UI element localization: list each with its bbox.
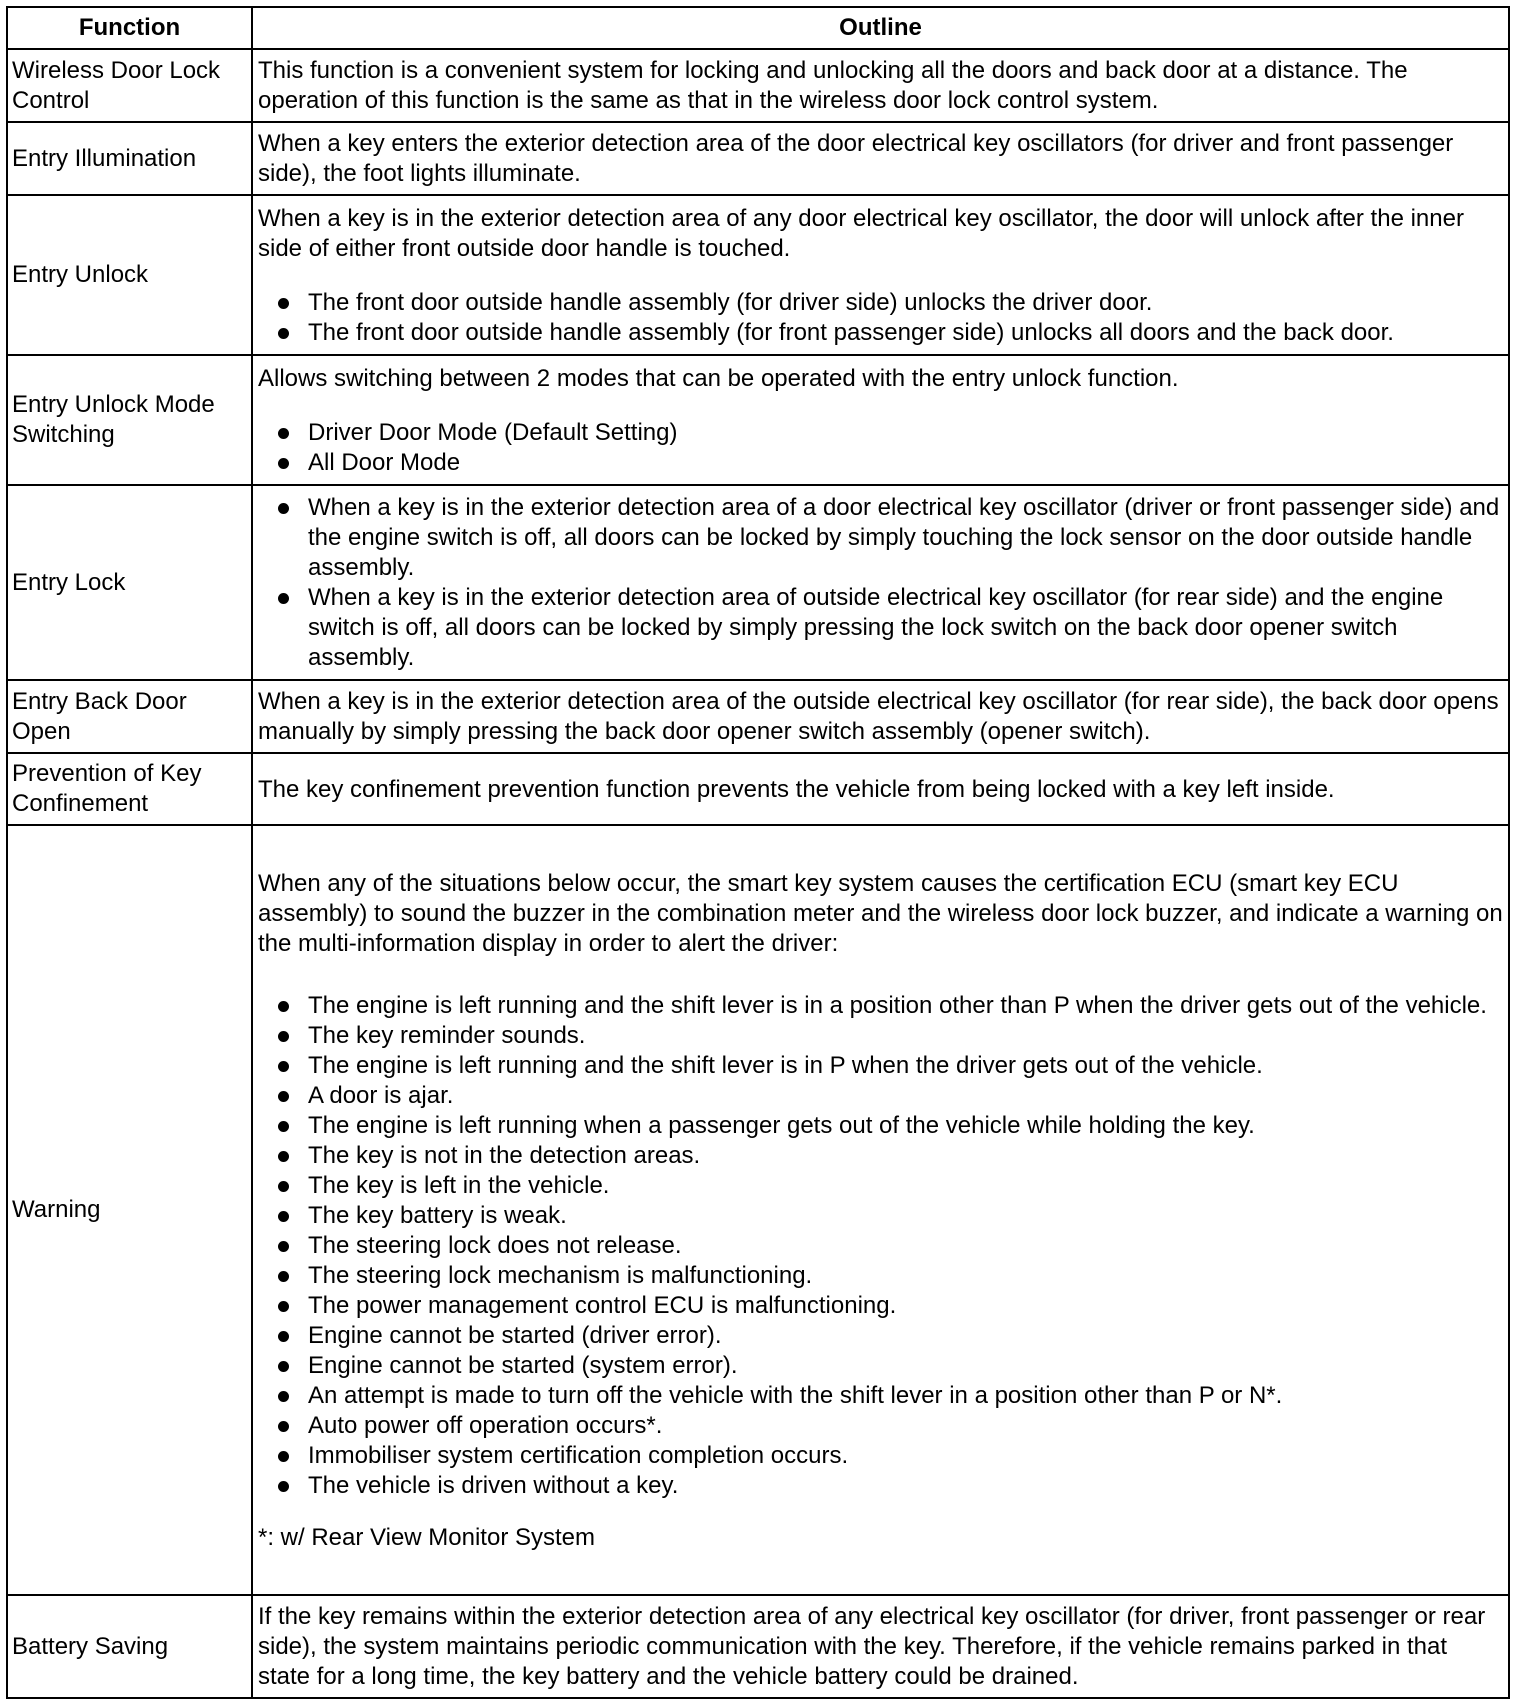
list-item: The power management control ECU is malfunctioning.: [258, 1291, 1504, 1321]
list-item: The engine is left running when a passenger gets out of the vehicle while holding the key.: [258, 1111, 1504, 1141]
outline-paragraph: When a key enters the exterior detection area of the door electrical key oscillators (for driver and front passenger side), the foot lights illuminate.: [258, 130, 1454, 187]
function-cell: Entry Lock: [7, 485, 252, 680]
outline-cell: [252, 195, 1509, 355]
bullet-list: [258, 288, 1504, 348]
list-item: The steering lock mechanism is malfunctioning.: [258, 1261, 1504, 1291]
function-cell: Prevention of Key Confinement: [7, 753, 252, 825]
table-row: [7, 753, 1509, 825]
table-row: [7, 195, 1509, 355]
list-item: When a key is in the exterior detection area of outside electrical key oscillator (for rear side) and the engine switch is off, all doors can be locked by simply pressing the lock switch on the back door opener switch assembly.: [258, 583, 1504, 673]
outline-cell: [252, 485, 1509, 680]
table-row: [7, 1595, 1509, 1698]
table-row: [7, 485, 1509, 680]
function-cell: Entry Back Door Open: [7, 680, 252, 753]
outline-cell: [252, 825, 1509, 1595]
function-cell: Wireless Door Lock Control: [7, 49, 252, 122]
list-item: Auto power off operation occurs*.: [258, 1411, 1504, 1441]
table-row: [7, 680, 1509, 753]
outline-cell: [252, 753, 1509, 825]
outline-paragraph: Allows switching between 2 modes that can be operated with the entry unlock function.: [258, 364, 1179, 392]
outline-paragraph: The key confinement prevention function prevents the vehicle from being locked with a key left inside.: [258, 775, 1335, 803]
table-row: [7, 355, 1509, 485]
outline-paragraph: When a key is in the exterior detection area of any door electrical key oscillator, the door will unlock after the inner side of either front outside door handle is touched.: [258, 204, 1464, 262]
list-item: The front door outside handle assembly (for driver side) unlocks the driver door.: [258, 288, 1504, 318]
outline-paragraph: When a key is in the exterior detection area of the outside electrical key oscillator (for rear side), the back door opens manually by simply pressing the back door opener switch assembly (opener switch).: [258, 688, 1499, 745]
list-item: The front door outside handle assembly (for front passenger side) unlocks all doors and the back door.: [258, 318, 1504, 348]
bullet-list: [258, 991, 1504, 1501]
footnote: *: w/ Rear View Monitor System: [258, 1523, 595, 1551]
list-item: Immobiliser system certification completion occurs.: [258, 1441, 1504, 1471]
list-item: When a key is in the exterior detection area of a door electrical key oscillator (driver or front passenger side) and the engine switch is off, all doors can be locked by simply touching the lock sensor on the door outside handle assembly.: [258, 493, 1504, 583]
function-outline-table: [6, 6, 1510, 1699]
list-item: An attempt is made to turn off the vehicle with the shift lever in a position other than P or N*.: [258, 1381, 1504, 1411]
function-cell: Warning: [7, 825, 252, 1595]
function-cell: Entry Illumination: [7, 122, 252, 195]
header-outline: Outline: [252, 7, 1509, 49]
outline-cell: [252, 355, 1509, 485]
table-row: [7, 49, 1509, 122]
list-item: Driver Door Mode (Default Setting): [258, 418, 1504, 448]
outline-cell: [252, 1595, 1509, 1698]
function-cell: Entry Unlock Mode Switching: [7, 355, 252, 485]
header-function: Function: [7, 7, 252, 49]
table-row: [7, 122, 1509, 195]
bullet-list: [258, 418, 1504, 478]
function-cell: Entry Unlock: [7, 195, 252, 355]
list-item: All Door Mode: [258, 448, 1504, 478]
list-item: The engine is left running and the shift lever is in P when the driver gets out of the vehicle.: [258, 1051, 1504, 1081]
table-row: [7, 825, 1509, 1595]
outline-paragraph: When any of the situations below occur, the smart key system causes the certification ECU (smart key ECU assembly) to sound the buzzer in the combination meter and the wireless door lock buzzer, and indicate a warning on the multi-information display in order to alert the driver:: [258, 869, 1503, 957]
outline-cell: [252, 122, 1509, 195]
outline-cell: [252, 49, 1509, 122]
header-row: [7, 7, 1509, 49]
list-item: The key is left in the vehicle.: [258, 1171, 1504, 1201]
bullet-list: [258, 493, 1504, 673]
outline-paragraph: If the key remains within the exterior detection area of any electrical key oscillator (for driver, front passenger or rear side), the system maintains periodic communication with the key. Therefore, if the vehicle remains parked in that state for a long time, the key battery and the vehicle battery could be drained.: [258, 1603, 1486, 1690]
list-item: The steering lock does not release.: [258, 1231, 1504, 1261]
list-item: The key reminder sounds.: [258, 1021, 1504, 1051]
list-item: Engine cannot be started (system error).: [258, 1351, 1504, 1381]
list-item: A door is ajar.: [258, 1081, 1504, 1111]
list-item: The vehicle is driven without a key.: [258, 1471, 1504, 1501]
outline-paragraph: This function is a convenient system for locking and unlocking all the doors and back door at a distance. The operation of this function is the same as that in the wireless door lock control system.: [258, 57, 1408, 114]
list-item: The key battery is weak.: [258, 1201, 1504, 1231]
outline-cell: [252, 680, 1509, 753]
list-item: The key is not in the detection areas.: [258, 1141, 1504, 1171]
list-item: Engine cannot be started (driver error).: [258, 1321, 1504, 1351]
list-item: The engine is left running and the shift lever is in a position other than P when the driver gets out of the vehicle.: [258, 991, 1504, 1021]
function-cell: Battery Saving: [7, 1595, 252, 1698]
